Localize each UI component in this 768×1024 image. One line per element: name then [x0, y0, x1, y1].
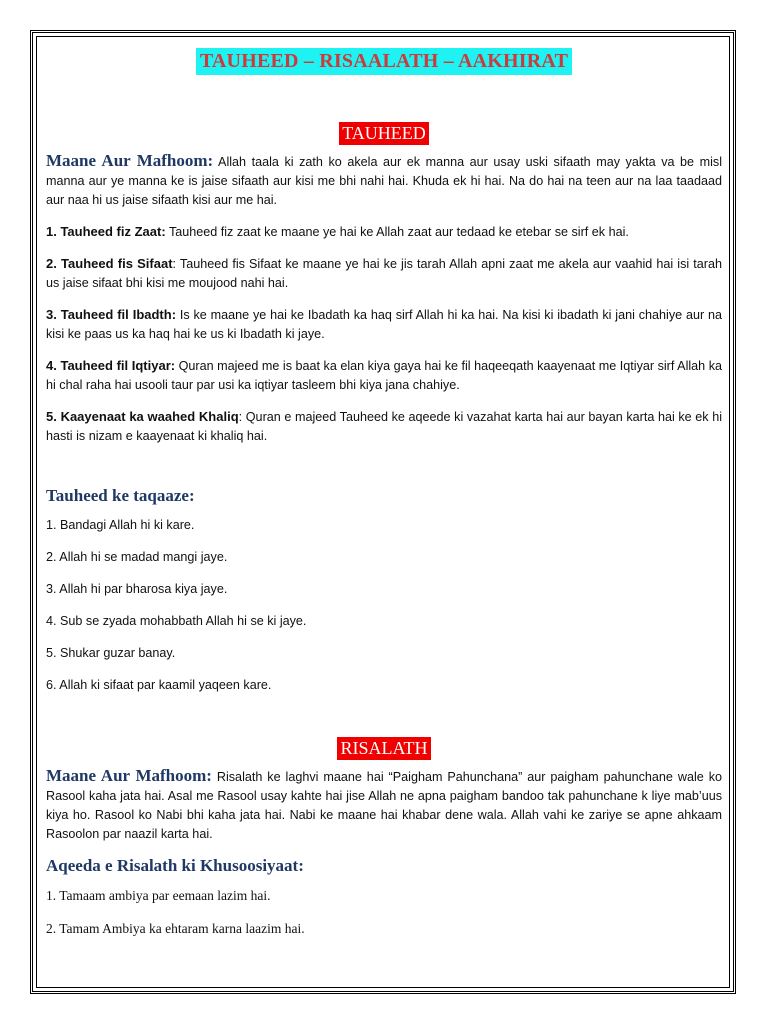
tauheed-item-4: [46, 356, 722, 395]
tauheed-item-label: 2. Tauheed fis Sifaat: [46, 256, 173, 271]
tauheed-maane-label: Maane Aur Mafhoom:: [46, 151, 214, 170]
tauheed-item-1: [46, 222, 722, 242]
tauheed-item-label: 1. Tauheed fiz Zaat:: [46, 224, 166, 239]
risalath-maane-text: Risalath ke laghvi maane hai “Paigham Pahunchana” aur paigham pahunchane wale ko Rasool kaha jata hai. Asal me Rasool usay kahte hai jise Allah ne apna paigham bandoo tak pahunchane k liye mab’uus kiya ho. Rasool ko Nabi bhi kaha jata hai. Nabi ke maane hai khabar dene wala. Allah vahi ke zariye se apne ahkaam Rasoolon par naazil karta hai.: [46, 770, 723, 841]
tauheed-item-2: [46, 254, 722, 293]
risalath-khusoosiyaat-heading: Aqeeda e Risalath ki Khusoosiyaat:: [46, 856, 304, 875]
tauheed-item-5: [46, 407, 722, 446]
tauheed-item-text: Is ke maane ye hai ke Ibadath ka haq sirf Allah hi ka hai. Na kisi ki ibadath ki jani chahiye aur na kisi ke paas us ka haq hai ke us ki Ibadath ki jaye.: [46, 308, 723, 341]
risalath-heading: RISALATH: [337, 737, 430, 760]
risalath-maane-label: Maane Aur Mafhoom:: [46, 766, 212, 785]
tauheed-item-text: : Quran e majeed Tauheed ke aqeede ki vazahat karta hai aur bayan karta hai ke ek hi hasti is nizam e kaayenaat ki khaliq hai.: [46, 410, 722, 443]
risalath-maane-paragraph: [46, 766, 722, 844]
tauheed-item-label: 5. Kaayenaat ka waahed Khaliq: [46, 409, 239, 424]
list-item: 1. Tamaam ambiya par eemaan lazim hai.: [46, 888, 271, 903]
tauheed-item-text: Quran majeed me is baat ka elan kiya gaya hai ke fil haqeeqath kaayenaat me Iqtiyar sirf Allah ka hi chal raha hai usooli taur par usi ka iqtiyar tasleem bhi kiya jana chahiye.: [46, 359, 722, 392]
tauheed-taqaaze-list: [46, 516, 722, 695]
tauheed-maane-paragraph: [46, 151, 722, 210]
list-item: 5. Shukar guzar banay.: [46, 646, 176, 660]
tauheed-taqaaze-heading: Tauheed ke taqaaze:: [46, 486, 195, 505]
tauheed-item-label: 3. Tauheed fil Ibadth:: [46, 307, 177, 322]
list-item: 2. Allah hi se madad mangi jaye.: [46, 550, 228, 564]
tauheed-heading-wrap: [46, 122, 722, 145]
risalath-heading-wrap: [46, 737, 722, 760]
list-item: 3. Allah hi par bharosa kiya jaye.: [46, 582, 228, 596]
list-item: 1. Bandagi Allah hi ki kare.: [46, 518, 195, 532]
list-item: 2. Tamam Ambiya ka ehtaram karna laazim hai.: [46, 921, 305, 936]
tauheed-item-text: Tauheed fiz zaat ke maane ye hai ke Allah zaat aur tedaad ke etebar se sirf ek hai.: [165, 225, 629, 239]
tauheed-item-text: : Tauheed fis Sifaat ke maane ye hai ke jis tarah Allah apni zaat me akela aur vaahid hai isi tarah us jaise sifaat bhi kisi me moujood nahi hai.: [46, 257, 722, 290]
risalath-khusoosiyaat-list: [46, 886, 722, 938]
tauheed-item-label: 4. Tauheed fil Iqtiyar:: [46, 358, 176, 373]
tauheed-maane-text: Allah taala ki zath ko akela aur ek manna aur usay uski sifaath may yakta va be misl manna aur ye manna ke is jaise sifaath aur kisi me bhi nahi hai. Khuda ek hi hai. Na do hai na teen aur na laa taadaad aur naa hi us jaise sifaath kisi aur me hai.: [46, 155, 723, 207]
title-wrap: [46, 48, 722, 78]
list-item: 4. Sub se zyada mohabbath Allah hi se ki jaye.: [46, 614, 307, 628]
list-item: 6. Allah ki sifaat par kaamil yaqeen kare.: [46, 678, 272, 692]
document-content: [46, 48, 722, 938]
tauheed-heading: TAUHEED: [339, 122, 429, 145]
page-title: TAUHEED – RISAALATH – AAKHIRAT: [196, 48, 572, 75]
tauheed-item-3: [46, 305, 722, 344]
